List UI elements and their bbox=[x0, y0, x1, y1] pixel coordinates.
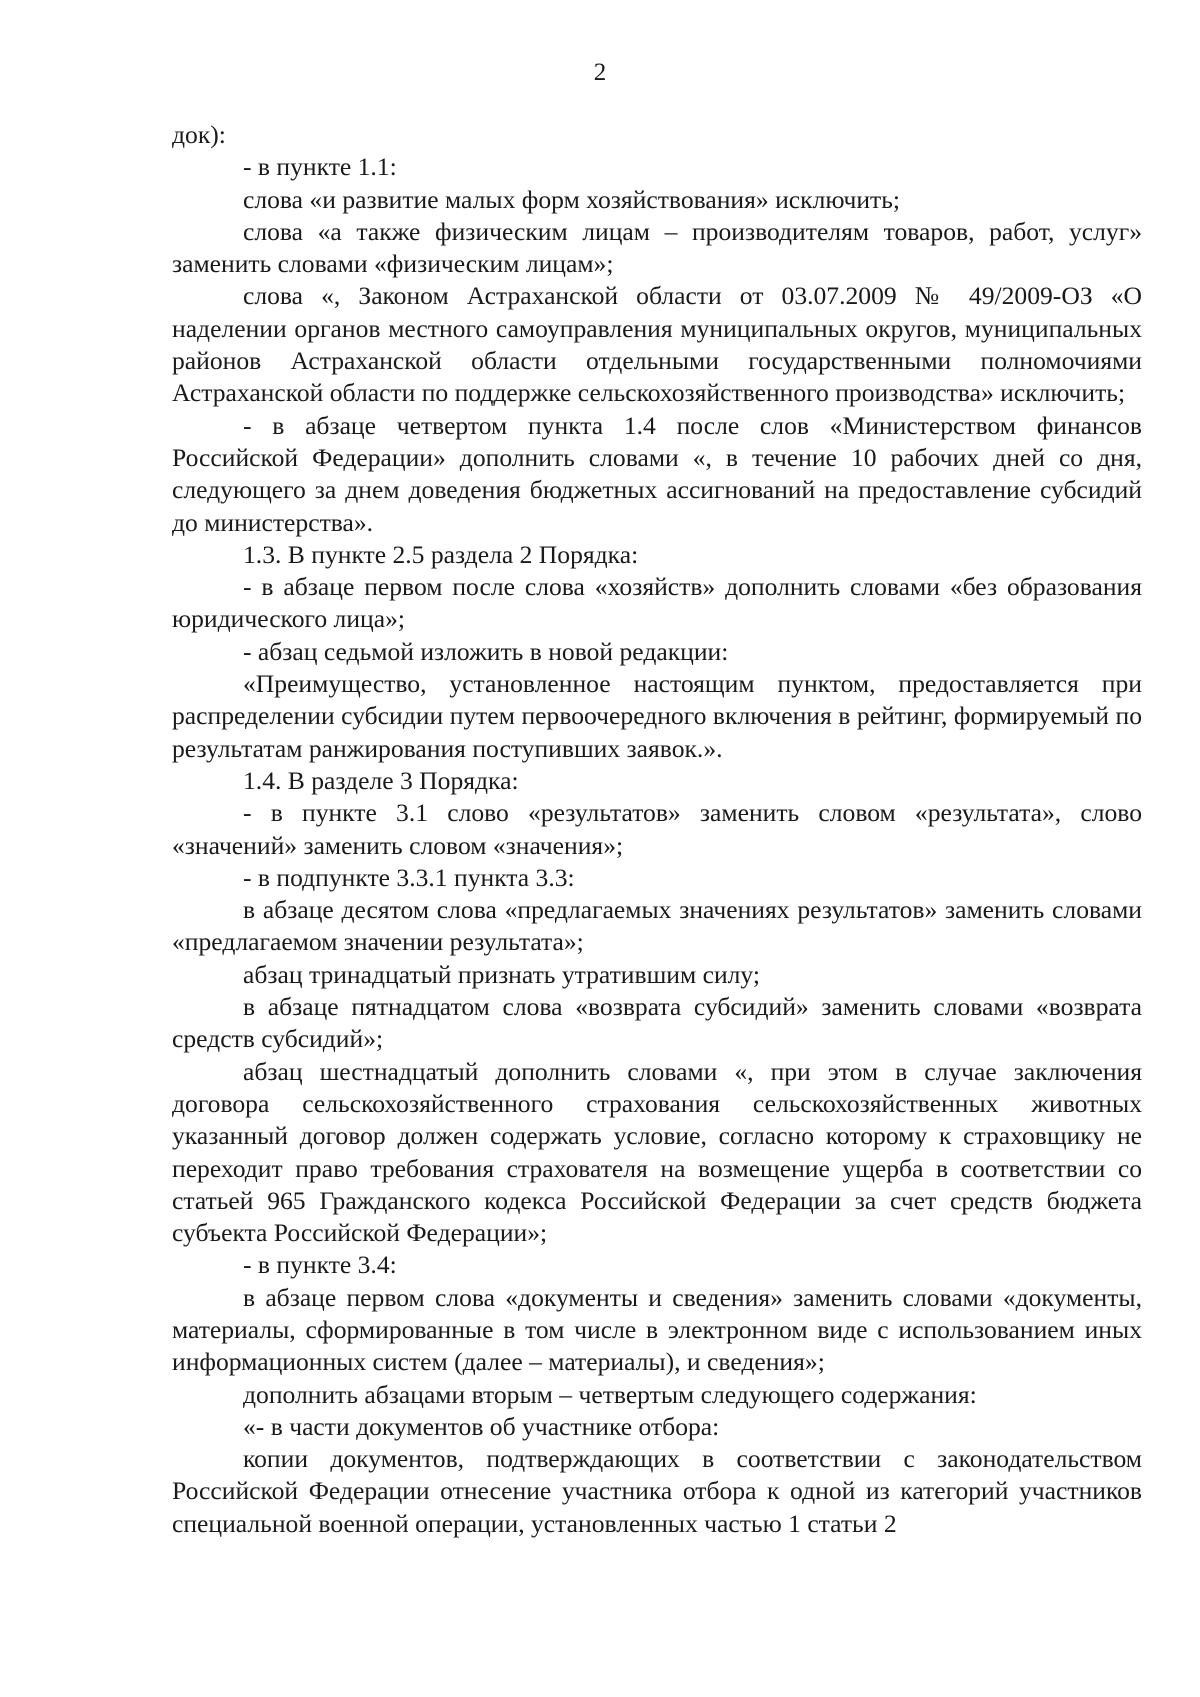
page-number: 2 bbox=[593, 59, 607, 86]
paragraph: - в пункте 3.1 слово «результатов» заменить словом «результата», слово «значений» заменить словом «значения»; bbox=[172, 798, 1142, 860]
paragraph: 1.4. В разделе 3 Порядка: bbox=[243, 765, 519, 795]
paragraph: абзац тринадцатый признать утратившим силу; bbox=[243, 959, 760, 989]
paragraph: - в абзаце первом после слова «хозяйств» дополнить словами «без образования юридического лица»; bbox=[172, 572, 1142, 634]
paragraph: в абзаце первом слова «документы и сведения» заменить словами «документы, материалы, сформированные в том числе в электронном виде с использованием иных информационных систем (далее – материалы), и сведения»; bbox=[172, 1282, 1142, 1377]
paragraph: «- в части документов об участнике отбора: bbox=[243, 1411, 720, 1441]
paragraph: - в абзаце четвертом пункта 1.4 после слов «Министерством финансов Российской Федерации» дополнить словами «, в течение 10 рабочих дней со дня, следующего за днем доведения бюджетных ассигнований на предоставление субсидий до министерства». bbox=[172, 410, 1142, 537]
paragraph: - в пункте 1.1: bbox=[243, 152, 397, 182]
paragraph: дополнить абзацами вторым – четвертым следующего содержания: bbox=[243, 1379, 977, 1409]
paragraph: 1.3. В пункте 2.5 раздела 2 Порядка: bbox=[243, 539, 639, 569]
paragraph: - в подпункте 3.3.1 пункта 3.3: bbox=[243, 862, 575, 892]
paragraph-continuation: док): bbox=[172, 120, 226, 149]
paragraph: слова «и развитие малых форм хозяйствования» исключить; bbox=[243, 184, 901, 214]
paragraph: слова «а также физическим лицам – производителям товаров, работ, услуг» заменить словами «физическим лицам»; bbox=[172, 216, 1142, 279]
document-body bbox=[172, 119, 1142, 1540]
paragraph: в абзаце десятом слова «предлагаемых значениях результатов» заменить словами «предлагаемом значении результата»; bbox=[172, 895, 1142, 957]
paragraph: в абзаце пятнадцатом слова «возврата субсидий» заменить словами «возврата средств субсидий»; bbox=[172, 992, 1142, 1054]
paragraph: слова «, Законом Астраханской области от 03.07.2009 № 49/2009-ОЗ «О наделении органов местного самоуправления муниципальных округов, муниципальных районов Астраханской области отдельными государственными полномочиями Астраханской области по поддержке сельскохозяйственного производства» исключить; bbox=[172, 281, 1142, 408]
paragraph: копии документов, подтверждающих в соответствии с законодательством Российской Федерации отнесение участника отбора к одной из категорий участников специальной военной операции, установленных частью 1 статьи 2 bbox=[172, 1444, 1142, 1538]
paragraph: - в пункте 3.4: bbox=[243, 1250, 397, 1280]
paragraph: «Преимущество, установленное настоящим пунктом, предоставляется при распределении субсидии путем первоочередного включения в рейтинг, формируемый по результатам ранжирования поступивших заявок.». bbox=[172, 669, 1142, 763]
paragraph: абзац шестнадцатый дополнить словами «, при этом в случае заключения договора сельскохозяйственного страхования сельскохозяйственных животных указанный договор должен содержать условие, согласно которому к страховщику не переходит право требования страхователя на возмещение ущерба в соответствии со статьей 965 Гражданского кодекса Российской Федерации за счет средств бюджета субъекта Российской Федерации»; bbox=[172, 1056, 1142, 1248]
paragraph: - абзац седьмой изложить в новой редакции: bbox=[243, 636, 729, 666]
